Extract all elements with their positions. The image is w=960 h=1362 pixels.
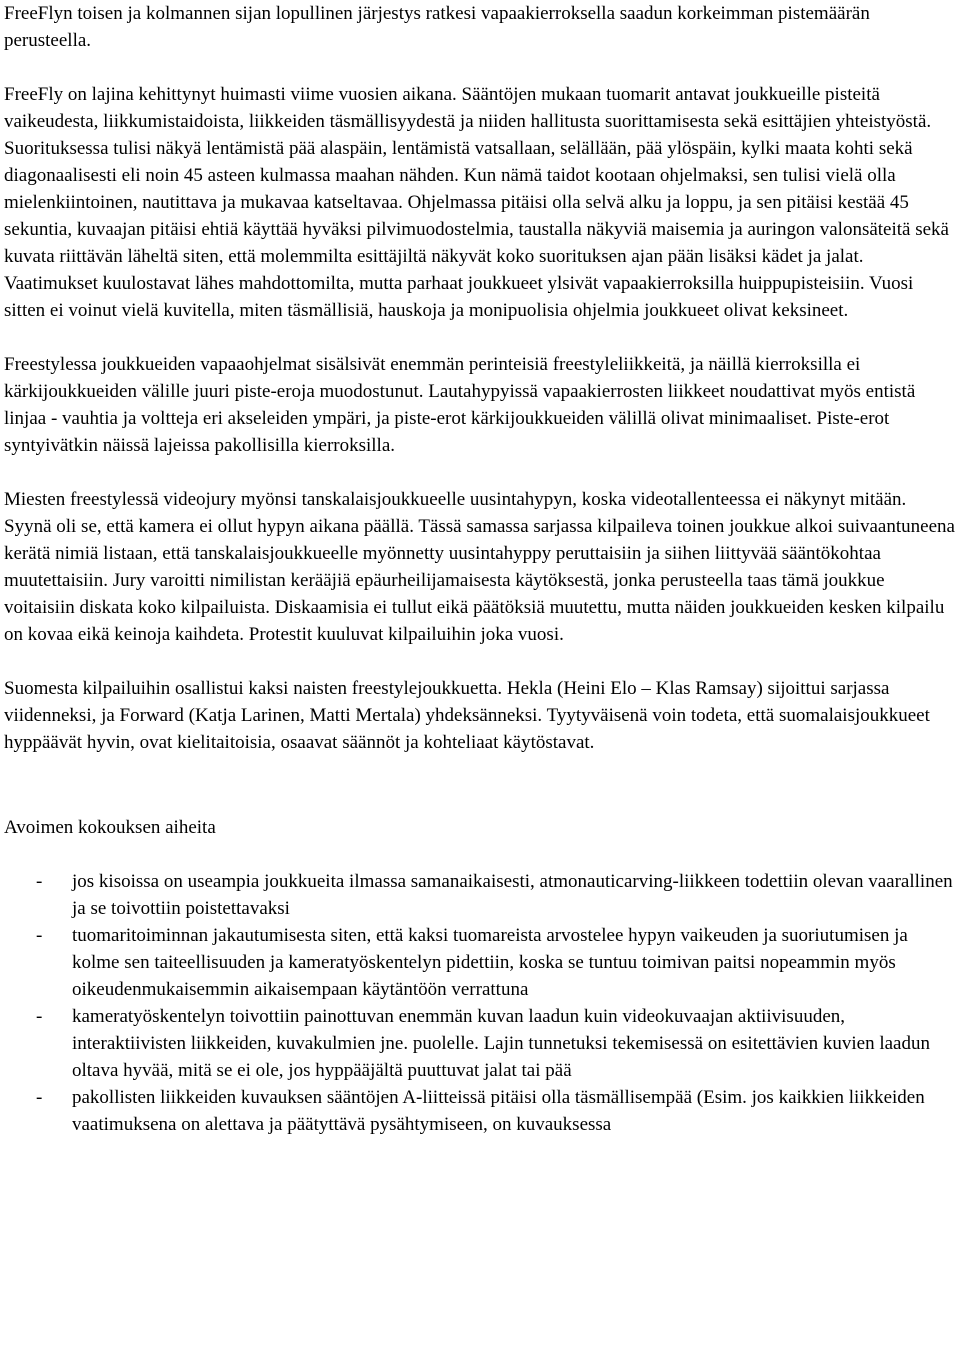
- list-dash: -: [36, 871, 43, 892]
- list-item: [4, 1003, 956, 1084]
- document-page: [4, 0, 956, 1138]
- section-heading: Avoimen kokouksen aiheita: [4, 817, 216, 838]
- paragraph-freefly-ranking: FreeFlyn toisen ja kolmannen sijan lopullinen järjestys ratkesi vapaakierroksella saadun korkeimman pistemäärän perusteella.: [4, 3, 870, 51]
- paragraph-videojury: Miesten freestylessä videojury myönsi tanskalaisjoukkueelle uusintahypyn, koska videotallenteessa ei näkynyt mitään. Syynä oli se, että kamera ei ollut hypyn aikana päällä. Tässä samassa sarjassa kilpaileva toinen joukkue alkoi suivaantuneena kerätä nimiä listaan, että tanskalaisjoukkueelle myönnetty uusintahyppy peruttaisiin ja siihen liittyvää sääntökohtaa muutettaisiin. Jury varoitti nimilistan kerääjiä epäurheilijamaisesta käytöksestä, jonka perusteella taas tämä joukkue voitaisiin diskata koko kilpailuista. Diskaamisia ei tullut eikä päätöksiä muutettu, mutta näiden joukkueiden kesken kilpailu on kovaa eikä keinoja kaihdeta. Protestit kuuluvat kilpailuihin joka vuosi.: [4, 489, 955, 645]
- paragraph-finnish-teams: Suomesta kilpailuihin osallistui kaksi naisten freestylejoukkuetta. Hekla (Heini Elo – Klas Ramsay) sijoittui sarjassa viidenneksi, ja Forward (Katja Larinen, Matti Mertala) yhdeksänneksi. Tyytyväisenä voin todeta, että suomalaisjoukkueet hyppäävät hyvin, ovat kielitaitoisia, osaavat säännöt ja kohteliaat käytöstavat.: [4, 678, 930, 753]
- list-dash: -: [36, 925, 43, 946]
- paragraph-freestyle-free-routines: Freestylessa joukkueiden vapaaohjelmat sisälsivät enemmän perinteisiä freestyleliikkeitä, ja näillä kierroksilla ei kärkijoukkueiden välille juuri piste-eroja muodostunut. Lautahypyissä vapaakierrosten liikkeet noudattivat myös entistä linjaa - vauhtia ja voltteja eri akseleiden ympäri, ja piste-erot kärkijoukkueiden välillä olivat minimaaliset. Piste-erot syntyivätkin näissä lajeissa pakollisilla kierroksilla.: [4, 354, 916, 456]
- paragraph-gap: [4, 459, 956, 486]
- list-item: [4, 922, 956, 1003]
- paragraph-gap: [4, 54, 956, 81]
- list-dash: -: [36, 1006, 43, 1027]
- paragraph-gap: [4, 324, 956, 351]
- heading-gap: [4, 841, 956, 868]
- list-dash: -: [36, 1087, 43, 1108]
- list-item-text: pakollisten liikkeiden kuvauksen sääntöjen A-liitteissä pitäisi olla täsmällisempää (Esim. jos kaikkien liikkeiden vaatimuksena on alettava ja päätyttävä pysähtymiseen, on kuvauksessa: [72, 1087, 925, 1135]
- list-item-text: jos kisoissa on useampia joukkueita ilmassa samanaikaisesti, atmonauticarving-liikkeen todettiin olevan vaarallinen ja se toivottiin poistettavaksi: [72, 871, 953, 919]
- topic-list: [4, 868, 956, 1138]
- list-item: [4, 868, 956, 922]
- paragraph-freefly-development: FreeFly on lajina kehittynyt huimasti viime vuosien aikana. Sääntöjen mukaan tuomarit antavat joukkueille pisteitä vaikeudesta, liikkumistaidoista, liikkeiden täsmällisyydestä ja niiden hallitusta suorittamisesta sekä esittäjien yhteistyöstä. Suorituksessa tulisi näkyä lentämistä pää alaspäin, lentämistä vatsallaan, selällään, pää ylöspäin, kylki maata kohti sekä diagonaalisesti eli noin 45 asteen kulmassa maahan nähden. Kun nämä taidot kootaan ohjelmaksi, sen tulisi vielä olla mielenkiintoinen, nautittava ja mukavaa katseltavaa. Ohjelmassa pitäisi olla selvä alku ja loppu, ja sen pitäisi kestää 45 sekuntia, kuvaajan pitäisi ehtiä käyttää hyväksi pilvimuodostelmia, taustalla näkyviä maisemia ja auringon valonsäteitä sekä kuvata riittävän läheltä siten, että molemmilta esittäjiltä näkyvät koko suorituksen ajan pään lisäksi kädet ja jalat. Vaatimukset kuulostavat lähes mahdottomilta, mutta parhaat joukkueet ylsivät vapaakierroksilla huippupisteisiin. Vuosi sitten ei voinut vielä kuvitella, miten täsmällisiä, hauskoja ja monipuolisia ohjelmia joukkueet olivat keksineet.: [4, 84, 949, 321]
- list-item-text: kameratyöskentelyn toivottiin painottuvan enemmän kuvan laadun kuin videokuvaajan aktiivisuuden, interaktiivisten liikkeiden, kuvakulmien jne. puolelle. Lajin tunnetuksi tekemisessä on esitettävien kuvien laadun oltava hyvää, mitä se ei ole, jos hyppääjältä puuttuvat jalat tai pää: [72, 1006, 930, 1081]
- section-gap: [4, 756, 956, 814]
- list-item-text: tuomaritoiminnan jakautumisesta siten, että kaksi tuomareista arvostelee hypyn vaikeuden ja suoriutumisen ja kolme sen taiteellisuuden ja kameratyöskentelyn pidettiin, koska se tuntuu toimivan paitsi nopeammin myös oikeudenmukaisemmin aikaisempaan käytäntöön verrattuna: [72, 925, 908, 1000]
- paragraph-gap: [4, 648, 956, 675]
- list-item: [4, 1084, 956, 1138]
